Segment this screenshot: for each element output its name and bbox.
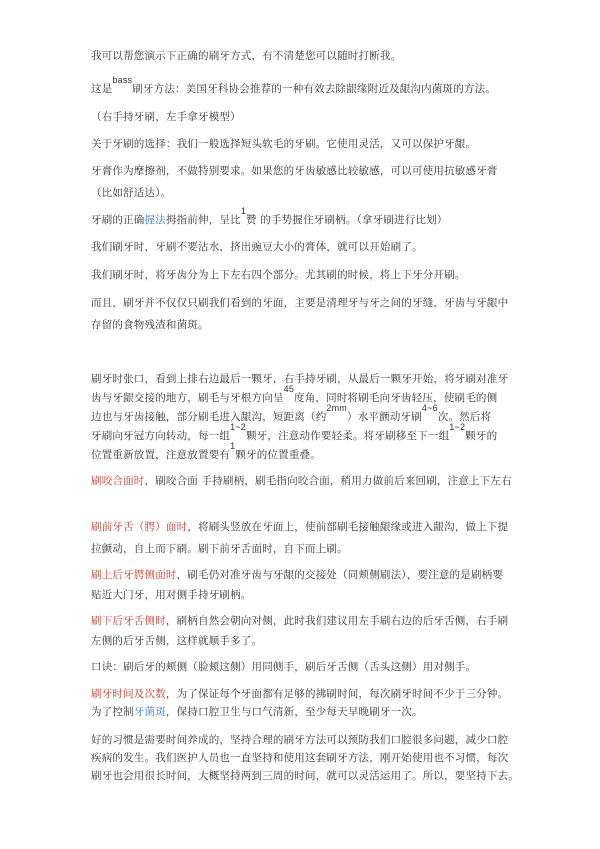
method-text: 颗牙的 bbox=[465, 430, 498, 442]
method-text: ）水平颤动牙刷 bbox=[347, 411, 422, 423]
front-line-2: 拉颤动，自上而下刷。刷下前牙舌面时，自下而上刷。 bbox=[91, 543, 348, 555]
back-line-1 bbox=[91, 568, 521, 582]
overlap-superscript: 1 bbox=[230, 441, 236, 451]
intro-paragraph: 我可以帮您演示下正确的刷牙方式，有不清楚您可以随时打断我。 bbox=[91, 50, 402, 62]
occlusal-text: ，刷咬合面 手持刷柄，刷毛指向咬合面，稍用力做前后来回刷，注意上下左右 bbox=[144, 475, 512, 487]
occlusal-paragraph bbox=[91, 474, 521, 488]
method-line-1: 刷牙时张口，看到上排右边最后一颗牙，右手持牙刷，从最后一颗牙开始，将牙刷对准牙 bbox=[91, 373, 509, 385]
rhyme-paragraph: 口诀：刷后牙的颊侧（脸颊这侧）用同侧手，刷后牙舌侧（舌头这侧）用对侧手。 bbox=[91, 661, 477, 673]
hold-note: （右手持牙刷，左手拿牙模型） bbox=[91, 111, 241, 123]
occlusal-label: 刷咬合面时 bbox=[91, 475, 145, 487]
parts-paragraph: 我们刷牙时，将牙齿分为上下左右四个部分。尤其刷的时候，将上下牙分开刷。 bbox=[91, 269, 466, 281]
method-text: 颗牙的位置重叠。 bbox=[235, 449, 321, 461]
bass-paragraph bbox=[91, 75, 521, 96]
grip-text-mid: 拇指前伸，呈比 bbox=[165, 214, 241, 226]
lower-line-2: 左侧的后牙舌侧，这样就顺手多了。 bbox=[91, 635, 263, 647]
bass-superscript: bass bbox=[112, 75, 133, 85]
lower-label: 刷下后牙舌侧时 bbox=[91, 615, 166, 627]
time-line-2 bbox=[91, 705, 521, 719]
front-label: 刷前牙舌（腭）面时 bbox=[91, 521, 188, 533]
water-paragraph: 我们刷牙时，牙刷不要沾水，挤出豌豆大小的膏体，就可以开始刷了。 bbox=[91, 241, 423, 253]
bass-text-after: 刷牙方法：美国牙科协会推荐的一种有效去除龈缘附近及龈沟内菌斑的方法。 bbox=[132, 83, 497, 95]
method-text: 颗牙，注意动作要轻柔。将牙刷移至下一组 bbox=[245, 430, 450, 442]
method-text: 次。然后将 bbox=[437, 411, 492, 423]
method-text: 位置重新放置，注意放置要有 bbox=[91, 449, 231, 461]
group-superscript: 1~2 bbox=[449, 422, 466, 432]
method-line-5 bbox=[91, 441, 521, 462]
grip-superscript: 1 bbox=[240, 206, 247, 216]
front-line-1 bbox=[91, 520, 521, 534]
back-line-2: 贴近大门牙，用对侧手持牙刷柄。 bbox=[91, 589, 252, 601]
method-text: 牙刷向牙冠方向转动，每一组 bbox=[91, 430, 231, 442]
group-superscript: 1~2 bbox=[230, 422, 246, 432]
plaque-link[interactable]: 牙菌斑 bbox=[133, 706, 166, 718]
time-label: 刷牙时间及次数 bbox=[91, 688, 166, 700]
lower-line-1 bbox=[91, 614, 521, 628]
lower-text: ，刷柄自然会朝向对侧，此时我们建议用左手刷右边的后牙舌侧，右手刷 bbox=[165, 615, 509, 627]
brush-choice-paragraph: 关于牙刷的选择：我们一般选择短头软毛的牙刷。它使用灵活，又可以保护牙龈。 bbox=[91, 138, 477, 150]
gap-line-2: 存留的食物残渣和菌斑。 bbox=[91, 319, 209, 331]
method-line-2 bbox=[91, 384, 521, 405]
method-text: 齿与牙龈交接的地方，刷毛与牙根方向呈 bbox=[91, 392, 284, 404]
habit-line-1: 好的习惯是需要时间养成的，坚持合理的刷牙方法可以预防我们口腔很多问题，减少口腔 bbox=[91, 734, 509, 746]
grip-paragraph bbox=[91, 206, 521, 227]
time-text: 为了控制 bbox=[91, 706, 134, 718]
gap-line-1: 而且，刷牙并不仅仅只刷我们看到的牙面，主要是清理牙与牙之间的牙缝，牙齿与牙龈中 bbox=[91, 297, 509, 309]
toothpaste-line-2: （比如舒适达）。 bbox=[91, 187, 172, 199]
grip-text-before: 牙刷的正确 bbox=[91, 214, 145, 226]
habit-line-2: 疾病的发生。我们医护人员也一直坚持和使用这套刷牙方法，刚开始使用也不习惯，每次 bbox=[91, 752, 509, 764]
time-text: ，保持口腔卫生与口气清新，至少每天早晚刷牙一次。 bbox=[165, 706, 423, 718]
method-text: 边也与牙齿接触，部分刷毛进入龈沟，短距离（约 bbox=[91, 411, 327, 423]
front-text: ，将刷头竖放在牙面上，使前部刷毛接触龈缘或进入龈沟，做上下提 bbox=[187, 521, 509, 533]
back-text: ，刷毛仍对准牙齿与牙龈的交接处（同颊侧刷法），要注意的是刷柄要 bbox=[176, 569, 504, 581]
count-superscript: 4~6 bbox=[421, 403, 438, 413]
method-text: 度角，同时将刷毛向牙齿轻压，使刷毛的侧 bbox=[294, 392, 498, 404]
angle-superscript: 45 bbox=[283, 384, 295, 394]
back-label: 刷上后牙腭侧面时 bbox=[91, 569, 177, 581]
distance-superscript: 2mm bbox=[326, 403, 348, 413]
method-line-4 bbox=[91, 422, 521, 443]
bass-text-before: 这是 bbox=[91, 83, 113, 95]
grip-text-after: 赞 的手势握住牙刷柄。（拿牙刷进行比划） bbox=[246, 214, 448, 226]
time-line-1 bbox=[91, 687, 521, 701]
habit-line-3: 刷牙也会用很长时间，大概坚持两到三周的时间，就可以灵活运用了。所以，要坚持下去。 bbox=[91, 770, 519, 782]
time-text: ，为了保证每个牙面都有足够的拂刷时间，每次刷牙时间不少于三分钟。 bbox=[165, 688, 509, 700]
grip-link[interactable]: 握法 bbox=[144, 214, 166, 226]
toothpaste-line-1: 牙膏作为摩擦剂，不做特别要求。如果您的牙齿敏感比较敏感，可以可使用抗敏感牙膏 bbox=[91, 165, 498, 177]
